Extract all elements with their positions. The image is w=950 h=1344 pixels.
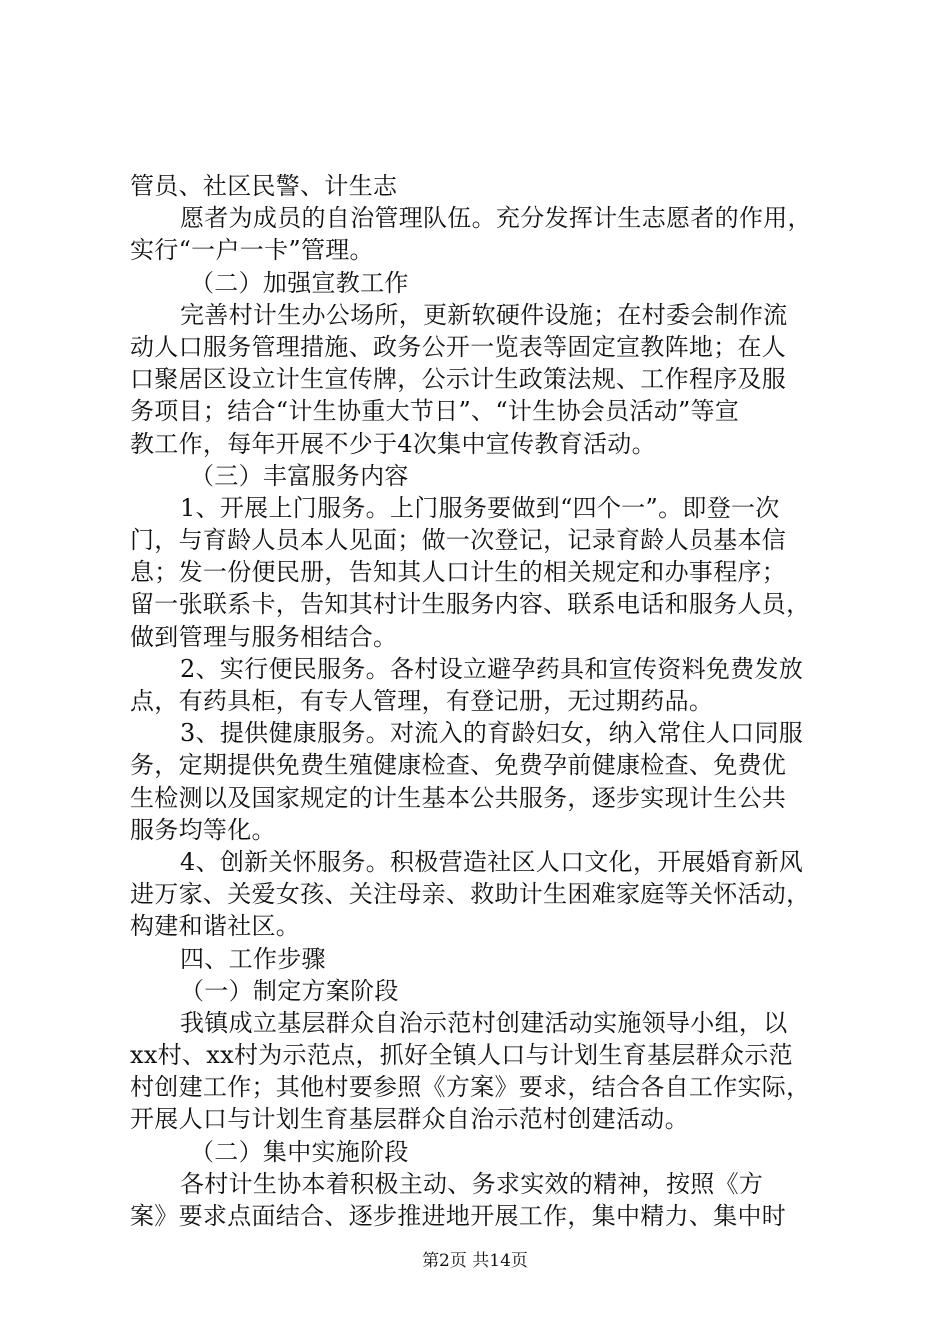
text-line: 务，定期提供免费生殖健康检查、免费孕前健康检查、免费优 [130,751,787,780]
text-line: xx村、xx村为示范点，抓好全镇人口与计划生育基层群众示范 [130,1041,793,1070]
text-line: 做到管理与服务相结合。 [130,622,398,651]
text-line: 实行“一户一卡”管理。 [130,236,374,265]
text-line: 构建和谐社区。 [130,912,301,941]
text-line: （二）集中实施阶段 [190,1137,409,1166]
text-line: 3、提供健康服务。对流入的育龄妇女，纳入常住人口同服 [180,719,804,748]
text-line: 教工作，每年开展不少于4次集中宣传教育活动。 [130,429,656,458]
page-footer: 第2页 共14页 [422,1251,528,1271]
text-line: 口聚居区设立计生宣传牌，公示计生政策法规、工作程序及服 [130,365,787,394]
text-line: （二）加强宣教工作 [190,268,409,297]
text-line: 各村计生协本着积极主动、务求实效的精神，按照《方 [180,1169,764,1198]
text-line: 开展人口与计划生育基层群众自治示范村创建活动。 [130,1105,689,1134]
text-line: 4、创新关怀服务。积极营造社区人口文化，开展婚育新风 [180,847,804,876]
text-line: 动人口服务管理措施、政务公开一览表等固定宣教阵地；在人 [130,332,787,361]
text-line: 息；发一份便民册，告知其人口计生的相关规定和办事程序； [130,558,787,587]
text-line: 务项目；结合“计生协重大节日”、“计生协会员活动”等宣 [130,397,740,426]
text-line: 留一张联系卡，告知其村计生服务内容、联系电话和服务人员， [130,590,811,619]
text-line: 生检测以及国家规定的计生基本公共服务，逐步实现计生公共 [130,783,787,812]
text-line: 1、开展上门服务。上门服务要做到“四个一”。即登一次 [180,493,780,522]
text-line: 门，与育龄人员本人见面；做一次登记，记录育龄人员基本信 [130,526,787,555]
text-line: 点，有药具柜，有专人管理，有登记册，无过期药品。 [130,687,714,715]
document-body [130,170,845,1232]
text-line: 2、实行便民服务。各村设立避孕药具和宣传资料免费发放 [180,654,804,683]
text-line: 案》要求点面结合、逐步推进地开展工作，集中精力、集中时 [130,1202,787,1230]
text-line: 进万家、关爱女孩、关注母亲、救助计生困难家庭等关怀活动， [130,880,811,909]
text-line: 我镇成立基层群众自治示范村创建活动实施领导小组，以 [180,1008,788,1037]
text-line: 完善村计生办公场所，更新软硬件设施；在村委会制作流 [180,300,788,329]
text-line: （三）丰富服务内容 [190,461,409,490]
text-line: 服务均等化。 [130,815,276,844]
text-line: 愿者为成员的自治管理队伍。充分发挥计生志愿者的作用， [180,204,812,233]
text-line: 村创建工作；其他村要参照《方案》要求，结合各自工作实际， [130,1073,811,1102]
text-line: （一）制定方案阶段 [180,976,399,1005]
text-line: 管员、社区民警、计生志 [130,172,398,200]
text-line: 四、工作步骤 [180,944,326,973]
